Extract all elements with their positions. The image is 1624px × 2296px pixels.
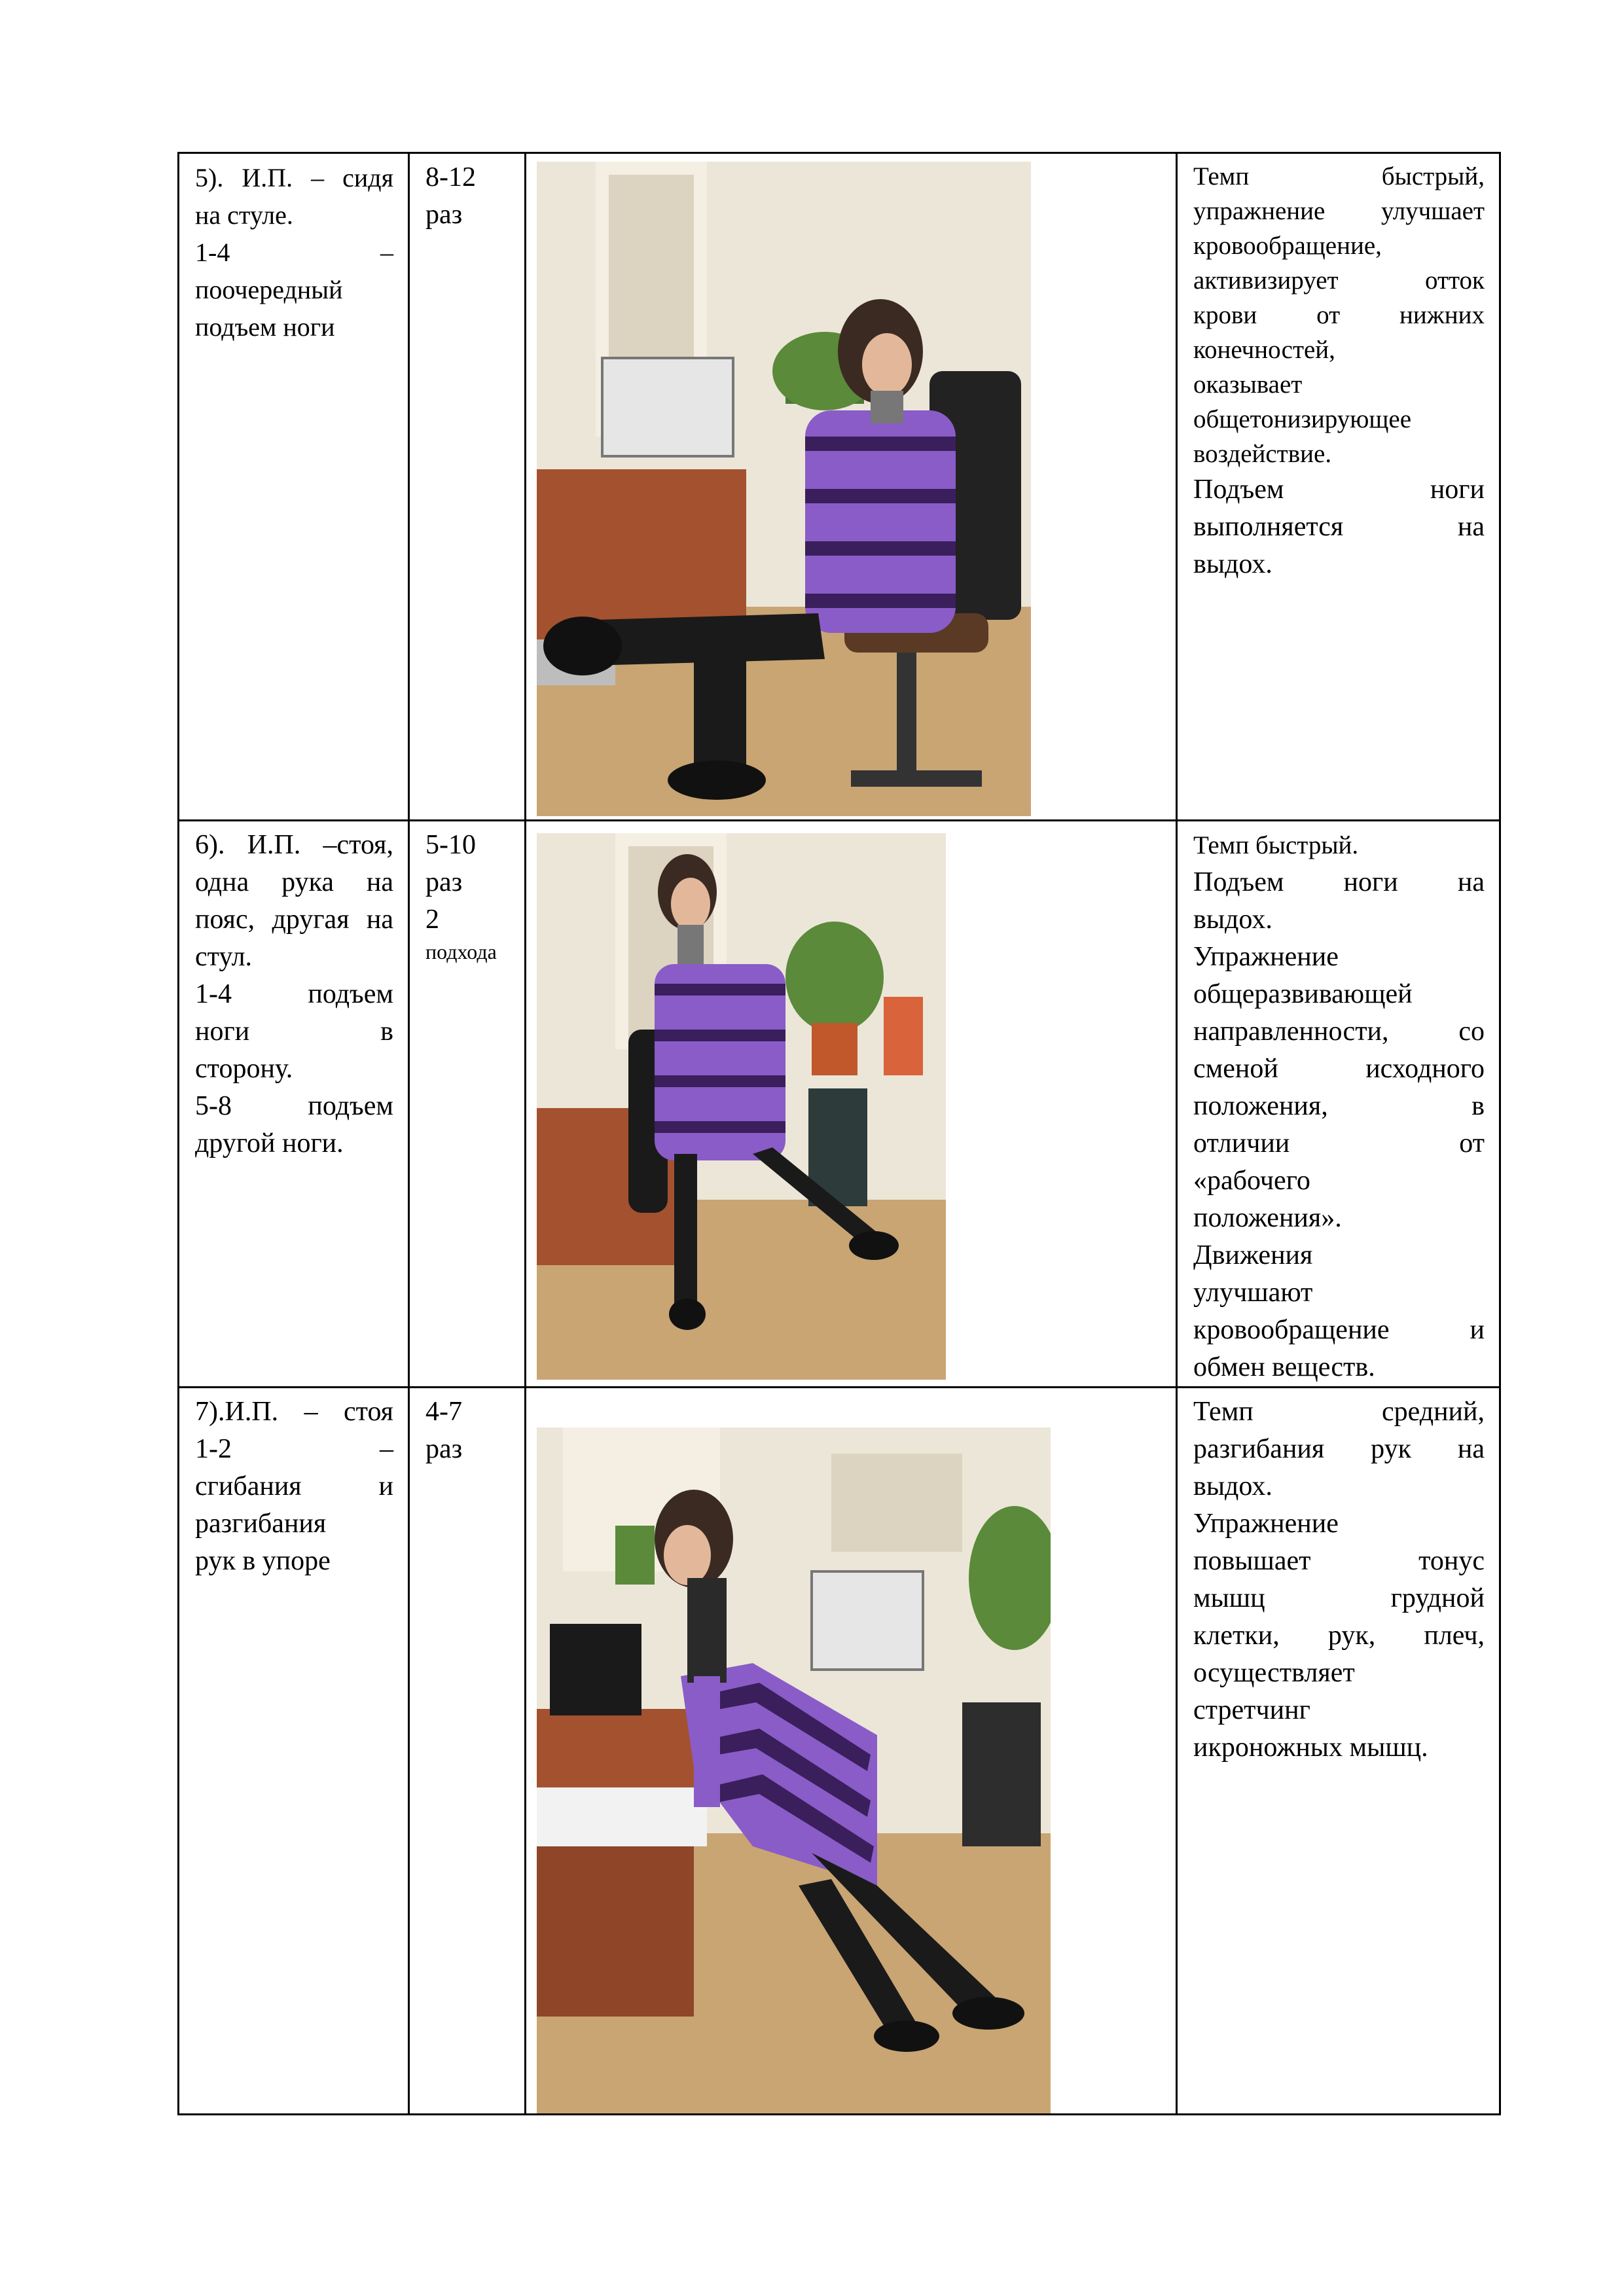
notes-text: Упражнение — [1193, 1509, 1339, 1539]
exercise-text: подъем ноги — [195, 312, 335, 342]
dosage-text: раз — [425, 867, 463, 897]
exercise-5-photo — [537, 162, 1031, 816]
notes-text: выдох. — [1193, 1471, 1272, 1501]
notes-text: общетонизирующее — [1193, 405, 1412, 433]
exercise-description-cell — [179, 153, 409, 821]
exercise-text: 5-8 подъем — [195, 1091, 393, 1121]
photo-cell — [526, 821, 1177, 1388]
dosage-text: 5-10 — [425, 830, 476, 860]
notes-text: стретчинг — [1193, 1695, 1310, 1725]
notes-text: выдох. — [1193, 549, 1272, 579]
notes-text: Темп средний, — [1193, 1397, 1485, 1427]
notes-text: Темп быстрый, — [1193, 162, 1485, 190]
notes-cell — [1177, 153, 1500, 821]
exercise-description-cell — [179, 821, 409, 1388]
notes-text: кровообращение, — [1193, 232, 1382, 260]
exercise-text: 1-2 – — [195, 1434, 393, 1464]
photo-cell — [526, 1388, 1177, 2115]
notes-text: Упражнение — [1193, 942, 1339, 972]
incline-push-up-illustration — [537, 1427, 1051, 2113]
dosage-text: раз — [425, 1434, 463, 1464]
exercise-text: 1-4 подъем — [195, 979, 393, 1009]
notes-text: оказывает — [1193, 370, 1303, 399]
seated-leg-raise-illustration — [537, 162, 1031, 816]
table-row — [179, 1388, 1500, 2115]
notes-text: икроножных мышц. — [1193, 1732, 1428, 1763]
photo-cell — [526, 153, 1177, 821]
table-row — [179, 153, 1500, 821]
exercise-text: поочередный — [195, 275, 343, 304]
notes-text: крови от нижних — [1193, 301, 1485, 329]
notes-text: общеразвивающей — [1193, 979, 1413, 1009]
dosage-text: 2 — [425, 905, 439, 935]
dosage-text: раз — [425, 200, 463, 230]
dosage-text: 8-12 — [425, 162, 476, 192]
notes-text: разгибания рук на — [1193, 1434, 1485, 1464]
notes-text: Темп быстрый. — [1193, 831, 1359, 859]
exercise-text: на стуле. — [195, 200, 293, 230]
notes-text: направленности, со — [1193, 1016, 1485, 1047]
notes-text: Подъем ноги — [1193, 475, 1485, 505]
exercise-text: сторону. — [195, 1054, 293, 1084]
notes-text: обмен веществ. — [1193, 1352, 1375, 1382]
exercise-table — [177, 152, 1501, 2115]
exercise-7-photo — [537, 1427, 1051, 2113]
dosage-cell — [409, 1388, 526, 2115]
table-row — [179, 821, 1500, 1388]
notes-text: сменой исходного — [1193, 1054, 1485, 1084]
exercise-text: сгибания и — [195, 1471, 393, 1501]
dosage-cell — [409, 821, 526, 1388]
standing-side-leg-raise-illustration — [537, 833, 946, 1380]
notes-text: положения». — [1193, 1203, 1342, 1233]
notes-text: клетки, рук, плеч, — [1193, 1621, 1485, 1651]
notes-text: выполняется на — [1193, 512, 1485, 542]
notes-text: кровообращение и — [1193, 1315, 1485, 1345]
exercise-text: 1-4 – — [195, 238, 393, 267]
notes-text: «рабочего — [1193, 1166, 1310, 1196]
exercise-text: одна рука на — [195, 867, 393, 897]
notes-text: осуществляет — [1193, 1658, 1355, 1688]
exercise-text: ноги в — [195, 1016, 393, 1047]
exercise-text: разгибания — [195, 1509, 327, 1539]
notes-cell — [1177, 1388, 1500, 2115]
notes-text: Движения — [1193, 1240, 1313, 1270]
exercise-text: 5). И.П. – сидя — [195, 163, 393, 192]
exercise-text: пояс, другая на — [195, 905, 393, 935]
notes-text: повышает тонус — [1193, 1546, 1485, 1576]
notes-text: мышц грудной — [1193, 1583, 1485, 1613]
exercise-text: другой ноги. — [195, 1128, 344, 1158]
exercise-text: 7).И.П. – стоя — [195, 1397, 393, 1427]
notes-text: Подъем ноги на — [1193, 867, 1485, 897]
notes-text: упражнение улучшает — [1193, 197, 1485, 225]
notes-cell — [1177, 821, 1500, 1388]
notes-text: улучшают — [1193, 1278, 1313, 1308]
exercise-text: рук в упоре — [195, 1546, 331, 1576]
notes-text: активизирует отток — [1193, 266, 1485, 295]
notes-text: положения, в — [1193, 1091, 1485, 1121]
exercise-text: 6). И.П. –стоя, — [195, 830, 393, 860]
exercise-text: стул. — [195, 942, 253, 972]
exercise-description-cell — [179, 1388, 409, 2115]
dosage-text: подхода — [425, 940, 497, 963]
dosage-cell — [409, 153, 526, 821]
notes-text: воздействие. — [1193, 440, 1332, 468]
notes-text: выдох. — [1193, 905, 1272, 935]
exercise-6-photo — [537, 833, 946, 1380]
notes-text: отличии от — [1193, 1128, 1485, 1158]
dosage-text: 4-7 — [425, 1397, 462, 1427]
notes-text: конечностей, — [1193, 336, 1335, 364]
